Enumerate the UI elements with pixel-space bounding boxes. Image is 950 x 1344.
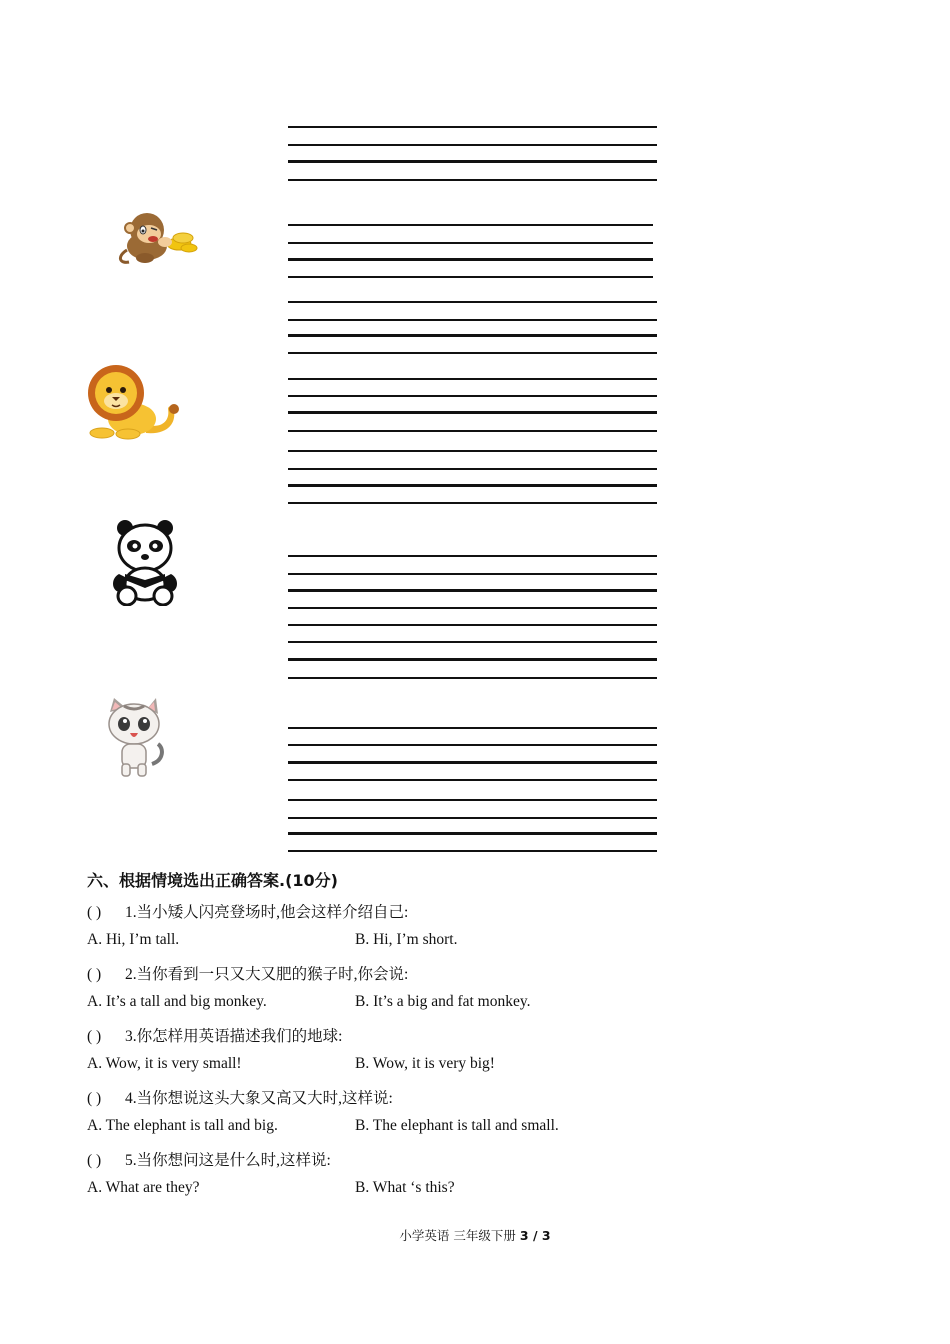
writing-baseline xyxy=(288,658,657,661)
question-4 xyxy=(87,1086,393,1108)
writing-line xyxy=(288,850,657,852)
writing-line xyxy=(288,395,657,397)
writing-lines-4 xyxy=(288,378,657,434)
writing-line xyxy=(288,817,657,819)
writing-lines-8 xyxy=(288,727,657,783)
writing-line xyxy=(288,378,657,380)
page-number: 3 / 3 xyxy=(519,1228,551,1243)
answer-blank[interactable]: ( ) xyxy=(87,1090,102,1107)
option-b: B. Wow, it is very big! xyxy=(355,1055,495,1072)
writing-baseline xyxy=(288,832,657,835)
question-1 xyxy=(87,900,408,922)
writing-line xyxy=(288,242,653,244)
writing-line xyxy=(288,607,657,609)
answer-blank[interactable]: ( ) xyxy=(87,966,102,983)
option-b: B. What ‘s this? xyxy=(355,1179,455,1196)
writing-baseline xyxy=(288,334,657,337)
writing-line xyxy=(288,224,653,226)
cat-icon xyxy=(104,698,164,778)
option-b: B. The elephant is tall and small. xyxy=(355,1117,559,1134)
question-prompt: 1.当小矮人闪亮登场时,他会这样介绍自己: xyxy=(125,904,409,921)
writing-line xyxy=(288,677,657,679)
writing-line xyxy=(288,502,657,504)
writing-line xyxy=(288,799,657,801)
option-a: A. Hi, I’m tall. xyxy=(87,931,180,948)
answer-blank[interactable]: ( ) xyxy=(87,904,102,921)
writing-baseline xyxy=(288,484,657,487)
question-3 xyxy=(87,1024,342,1046)
writing-line xyxy=(288,319,657,321)
option-a: A. Wow, it is very small! xyxy=(87,1055,242,1072)
writing-baseline xyxy=(288,589,657,592)
section-six-title: 六、根据情境选出正确答案.(10分) xyxy=(87,871,338,890)
writing-line xyxy=(288,144,657,146)
lion-icon xyxy=(84,363,180,441)
writing-lines-9 xyxy=(288,799,657,855)
answer-blank[interactable]: ( ) xyxy=(87,1028,102,1045)
option-a: A. It’s a tall and big monkey. xyxy=(87,993,267,1010)
writing-line xyxy=(288,744,657,746)
writing-line xyxy=(288,468,657,470)
writing-line xyxy=(288,450,657,452)
writing-baseline xyxy=(288,761,657,764)
question-5 xyxy=(87,1148,331,1170)
writing-baseline xyxy=(288,411,657,414)
writing-lines-2 xyxy=(288,224,653,280)
writing-lines-7 xyxy=(288,624,657,680)
writing-line xyxy=(288,555,657,557)
question-prompt: 3.你怎样用英语描述我们的地球: xyxy=(125,1028,343,1045)
writing-line xyxy=(288,641,657,643)
writing-line xyxy=(288,573,657,575)
option-b: B. It’s a big and fat monkey. xyxy=(355,993,531,1010)
writing-line xyxy=(288,276,653,278)
writing-baseline xyxy=(288,160,657,163)
writing-lines-6 xyxy=(288,555,657,611)
writing-line xyxy=(288,624,657,626)
writing-line xyxy=(288,126,657,128)
writing-line xyxy=(288,179,657,181)
writing-line xyxy=(288,779,657,781)
writing-lines-3 xyxy=(288,301,657,357)
page-footer xyxy=(0,1226,950,1244)
writing-line xyxy=(288,727,657,729)
monkey-icon xyxy=(113,208,203,268)
writing-line xyxy=(288,430,657,432)
option-a: A. What are they? xyxy=(87,1179,200,1196)
writing-line xyxy=(288,352,657,354)
question-2 xyxy=(87,962,408,984)
option-b: B. Hi, I’m short. xyxy=(355,931,458,948)
writing-lines-1 xyxy=(288,126,657,182)
writing-baseline xyxy=(288,258,653,261)
footer-label: 小学英语 三年级下册 xyxy=(399,1228,516,1243)
writing-lines-5 xyxy=(288,450,657,506)
question-prompt: 4.当你想说这头大象又高又大时,这样说: xyxy=(125,1090,393,1107)
question-prompt: 2.当你看到一只又大又肥的猴子时,你会说: xyxy=(125,966,409,983)
option-a: A. The elephant is tall and big. xyxy=(87,1117,278,1134)
panda-icon xyxy=(111,518,179,606)
answer-blank[interactable]: ( ) xyxy=(87,1152,102,1169)
question-prompt: 5.当你想问这是什么时,这样说: xyxy=(125,1152,331,1169)
writing-line xyxy=(288,301,657,303)
